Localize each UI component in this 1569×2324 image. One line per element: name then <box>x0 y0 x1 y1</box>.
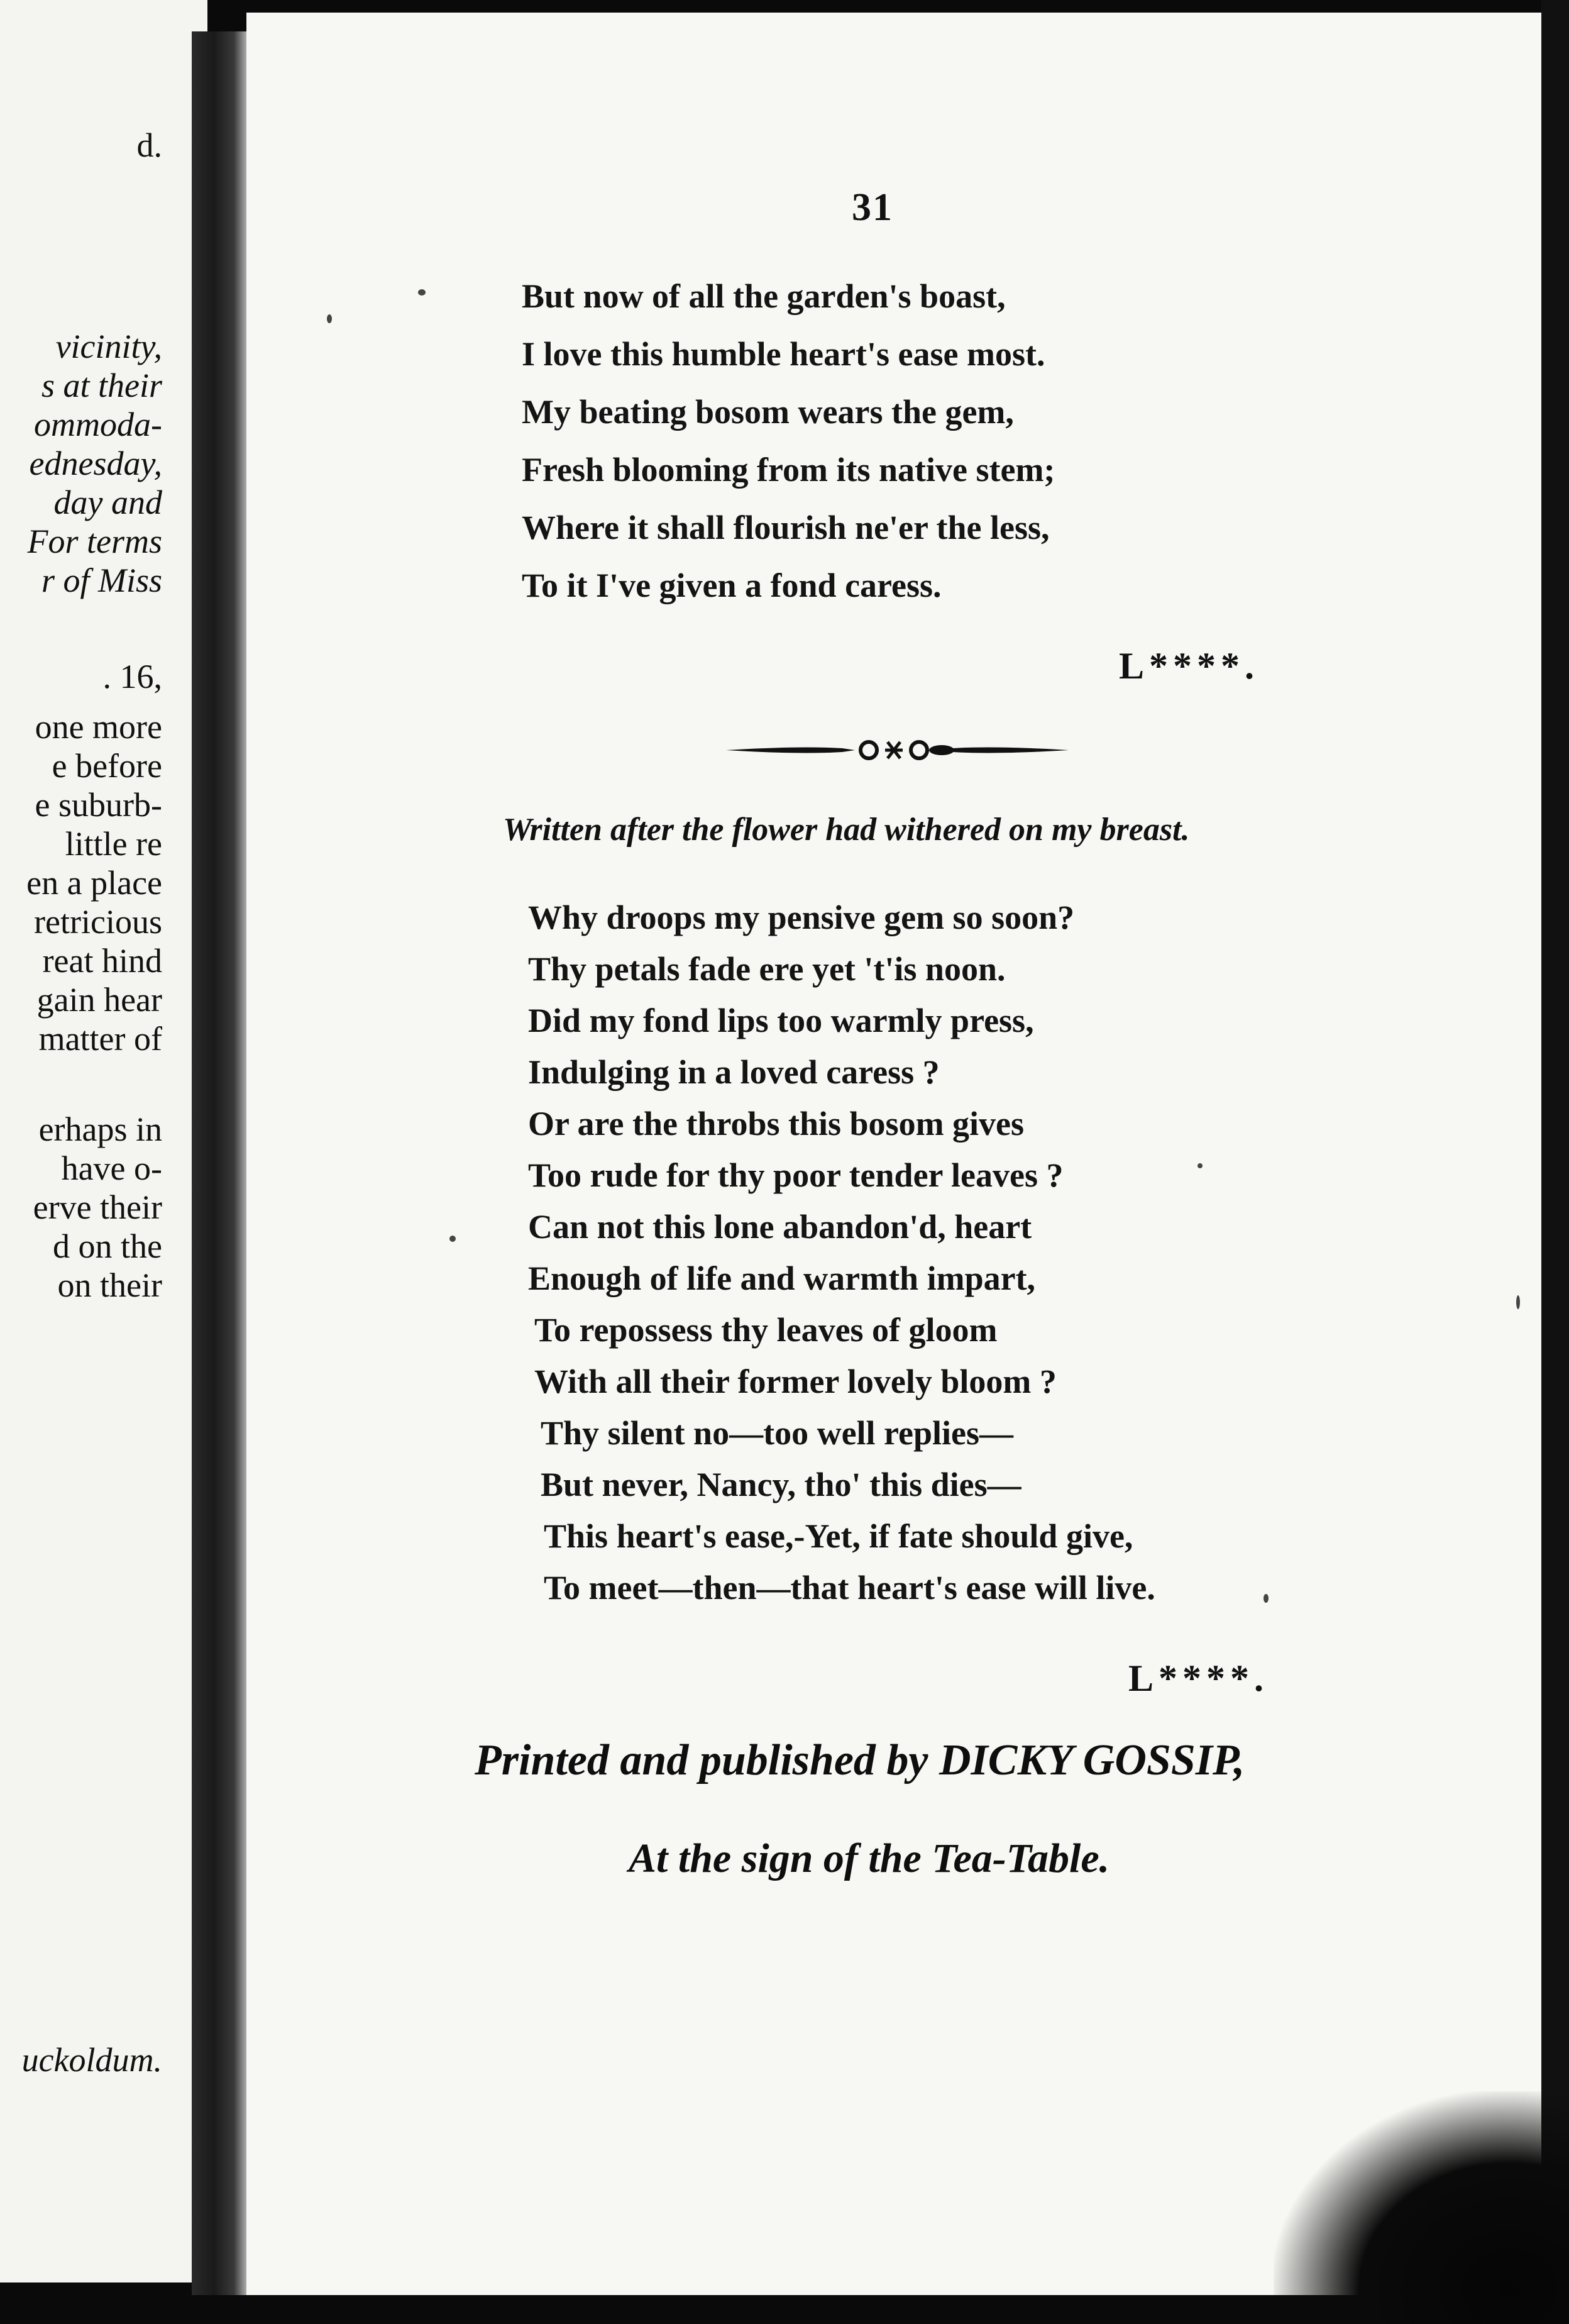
poem-2-line: Enough of life and warmth impart, <box>528 1259 1036 1297</box>
poem-2-line: To repossess thy leaves of gloom <box>534 1311 998 1349</box>
scan-speck <box>1263 1594 1269 1603</box>
page-edge-shadow <box>1541 0 1569 2324</box>
poem-2-line: Thy silent no—too well replies— <box>541 1414 1014 1452</box>
scan-speck <box>1197 1163 1203 1168</box>
left-page-line: day and <box>53 484 162 521</box>
left-page-line: e before <box>52 747 162 785</box>
ornament-divider-icon <box>723 734 1072 766</box>
left-page-line: on their <box>57 1266 162 1304</box>
left-page-line: gain hear <box>36 981 162 1019</box>
left-page-line: reat hind <box>42 942 162 980</box>
poem-2-line: Can not this lone abandon'd, heart <box>528 1208 1032 1246</box>
left-page-line: r of Miss <box>41 562 162 599</box>
left-page-line: ommoda- <box>34 406 162 443</box>
left-page-line: erve their <box>33 1188 162 1226</box>
poem-2-heading: Written after the flower had withered on my breast. <box>503 812 1190 848</box>
poem-2-line: Thy petals fade ere yet 't'is noon. <box>528 950 1006 988</box>
left-page-line: d on the <box>53 1227 162 1265</box>
poem-2-line: Did my fond lips too warmly press, <box>528 1002 1034 1039</box>
poem-1-line: But now of all the garden's boast, <box>522 277 1006 315</box>
poem-2-line: Why droops my pensive gem so soon? <box>528 899 1075 936</box>
left-page-line: have o- <box>61 1149 162 1187</box>
page-number: 31 <box>852 186 893 229</box>
left-page-line: en a place <box>26 864 162 902</box>
poem-2-line: This heart's ease,-Yet, if fate should give, <box>544 1517 1133 1555</box>
scan-speck <box>449 1236 456 1242</box>
left-page-line: For terms <box>27 523 162 560</box>
poem-1-line: Fresh blooming from its native stem; <box>522 451 1055 489</box>
poem-1-line: My beating bosom wears the gem, <box>522 393 1014 431</box>
book-gutter-shadow <box>192 31 248 2295</box>
left-page-line: retricious <box>34 903 162 941</box>
poem-2-line: With all their former lovely bloom ? <box>534 1363 1057 1400</box>
thumb-shadow <box>1274 2091 1569 2324</box>
left-page-line: ednesday, <box>29 445 162 482</box>
imprint-publisher: Printed and published by DICKY GOSSIP, <box>475 1736 1245 1784</box>
left-page-line: matter of <box>38 1020 162 1058</box>
scan-speck <box>1516 1295 1520 1309</box>
left-page-line: e suburb- <box>35 786 162 824</box>
scan-speck <box>327 314 332 323</box>
imprint-sign: At the sign of the Tea-Table. <box>629 1835 1110 1881</box>
left-page-line: d. <box>136 126 162 164</box>
left-page-line: one more <box>35 708 162 746</box>
poem-2-line: But never, Nancy, tho' this dies— <box>541 1466 1021 1503</box>
scan-speck <box>418 289 426 296</box>
poem-1-line: I love this humble heart's ease most. <box>522 335 1045 373</box>
left-page-line: s at their <box>41 367 162 404</box>
left-page-line: erhaps in <box>38 1110 162 1148</box>
left-page <box>0 0 207 2282</box>
left-page-line: . 16, <box>102 658 162 695</box>
poem-2-line: Or are the throbs this bosom gives <box>528 1105 1025 1143</box>
signature: L****. <box>1128 1657 1269 1699</box>
poem-2-line: Too rude for thy poor tender leaves ? <box>528 1156 1064 1194</box>
left-page-line: uckoldum. <box>21 2041 162 2079</box>
left-page-line: little re <box>65 825 162 863</box>
left-page-line: vicinity, <box>55 328 162 365</box>
poem-2-line: Indulging in a loved caress ? <box>528 1053 940 1091</box>
poem-1-line: To it I've given a fond caress. <box>522 567 942 604</box>
signature: L****. <box>1119 645 1260 687</box>
poem-1-line: Where it shall flourish ne'er the less, <box>522 509 1050 546</box>
poem-2-line: To meet—then—that heart's ease will live. <box>544 1569 1155 1607</box>
